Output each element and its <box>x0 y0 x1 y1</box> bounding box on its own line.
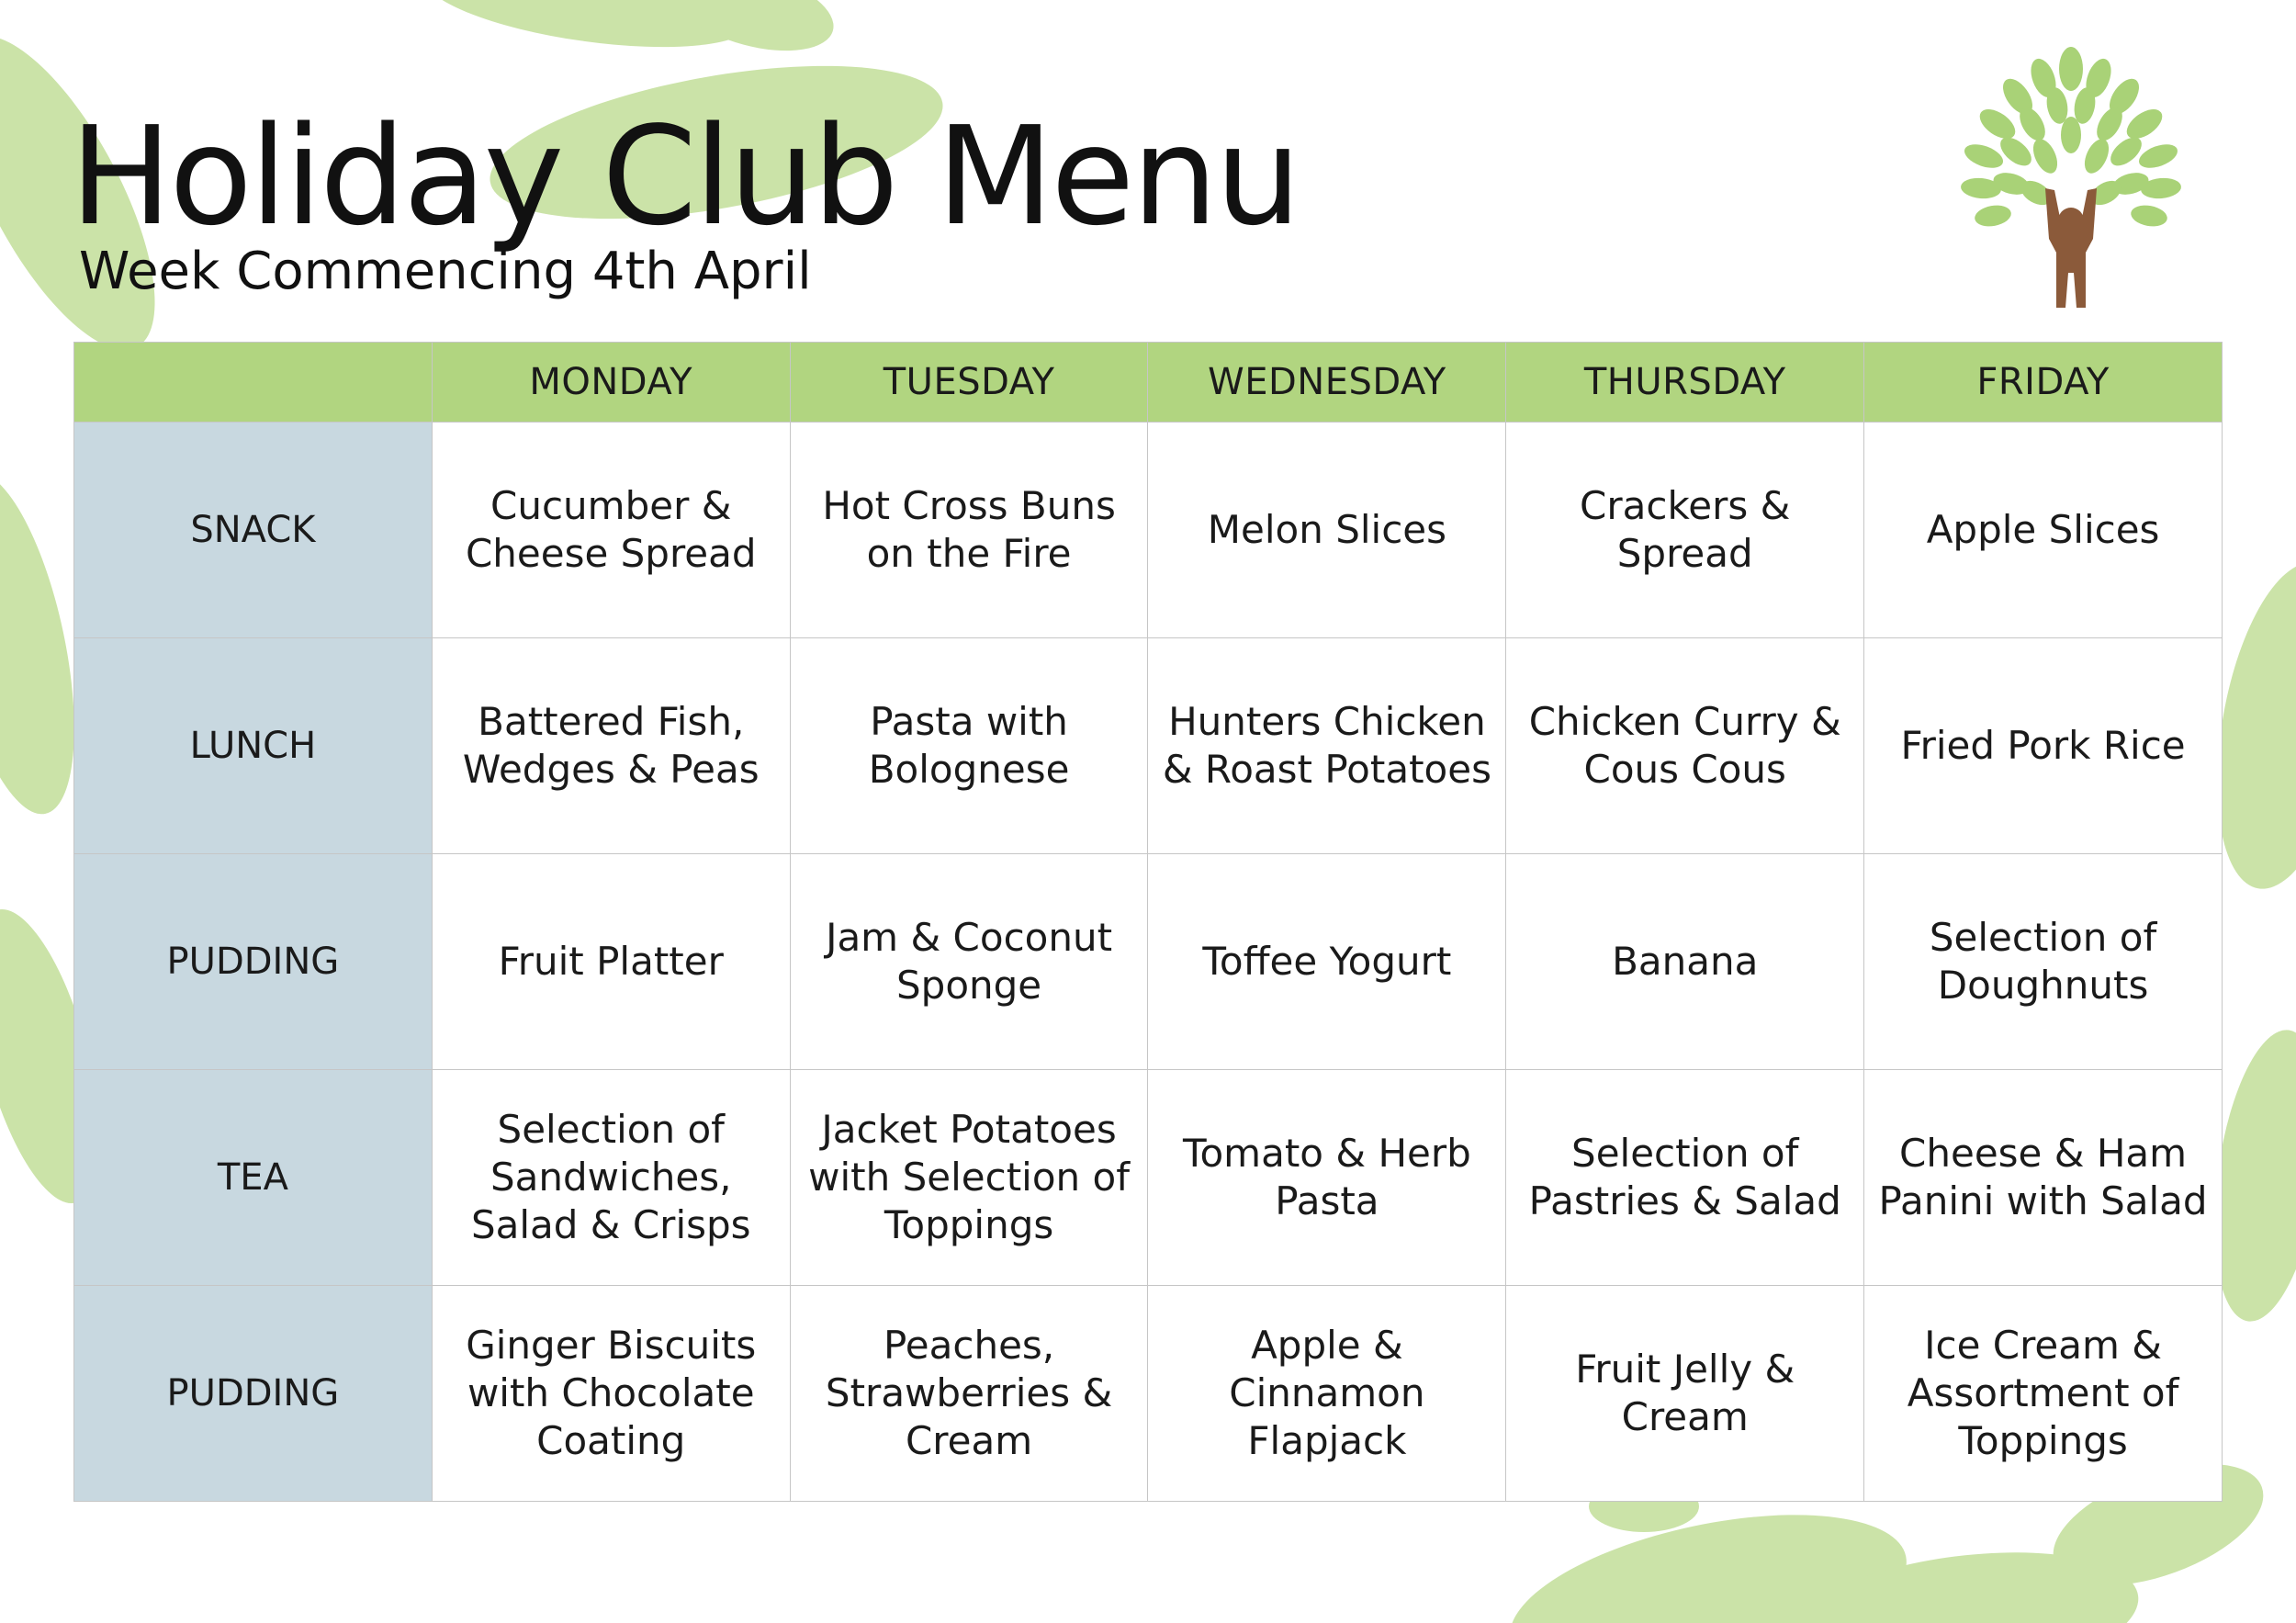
meal-label: PUDDING <box>74 1286 433 1502</box>
table-row <box>74 854 2223 1070</box>
menu-table <box>73 342 2223 1502</box>
menu-item-cell: Toffee Yogurt <box>1148 854 1506 1070</box>
day-header: WEDNESDAY <box>1148 343 1506 423</box>
menu-item-cell: Apple & Cinnamon Flapjack <box>1148 1286 1506 1502</box>
day-header: THURSDAY <box>1506 343 1864 423</box>
menu-item-cell: Cucumber & Cheese Spread <box>432 423 790 638</box>
meal-label: PUDDING <box>74 854 433 1070</box>
table-row <box>74 423 2223 638</box>
menu-item-cell: Hot Cross Buns on the Fire <box>790 423 1148 638</box>
menu-item-cell: Hunters Chicken & Roast Potatoes <box>1148 638 1506 854</box>
menu-item-cell: Battered Fish, Wedges & Peas <box>432 638 790 854</box>
table-row <box>74 1286 2223 1502</box>
day-header: TUESDAY <box>790 343 1148 423</box>
menu-item-cell: Jacket Potatoes with Selection of Toppings <box>790 1070 1148 1286</box>
corner-cell <box>74 343 433 423</box>
menu-item-cell: Pasta with Bolognese <box>790 638 1148 854</box>
menu-item-cell: Chicken Curry & Cous Cous <box>1506 638 1864 854</box>
menu-item-cell: Selection of Sandwiches, Salad & Crisps <box>432 1070 790 1286</box>
menu-item-cell: Banana <box>1506 854 1864 1070</box>
page-title: Holiday Club Menu <box>70 97 1299 255</box>
day-header: FRIDAY <box>1864 343 2223 423</box>
table-row <box>74 638 2223 854</box>
menu-item-cell: Apple Slices <box>1864 423 2223 638</box>
menu-item-cell: Melon Slices <box>1148 423 1506 638</box>
menu-item-cell: Fried Pork Rice <box>1864 638 2223 854</box>
menu-item-cell: Crackers & Spread <box>1506 423 1864 638</box>
menu-item-cell: Cheese & Ham Panini with Salad <box>1864 1070 2223 1286</box>
menu-item-cell: Tomato & Herb Pasta <box>1148 1070 1506 1286</box>
day-header: MONDAY <box>432 343 790 423</box>
meal-label: LUNCH <box>74 638 433 854</box>
menu-item-cell: Ginger Biscuits with Chocolate Coating <box>432 1286 790 1502</box>
meal-label: SNACK <box>74 423 433 638</box>
tree-with-child-icon <box>1924 32 2218 326</box>
week-commencing-subtitle: Week Commencing 4th April <box>79 242 812 301</box>
menu-item-cell: Peaches, Strawberries & Cream <box>790 1286 1148 1502</box>
menu-item-cell: Ice Cream & Assortment of Toppings <box>1864 1286 2223 1502</box>
menu-item-cell: Fruit Platter <box>432 854 790 1070</box>
menu-item-cell: Fruit Jelly & Cream <box>1506 1286 1864 1502</box>
menu-item-cell: Jam & Coconut Sponge <box>790 854 1148 1070</box>
menu-item-cell: Selection of Pastries & Salad <box>1506 1070 1864 1286</box>
menu-item-cell: Selection of Doughnuts <box>1864 854 2223 1070</box>
day-header-row <box>74 343 2223 423</box>
table-row <box>74 1070 2223 1286</box>
meal-label: TEA <box>74 1070 433 1286</box>
